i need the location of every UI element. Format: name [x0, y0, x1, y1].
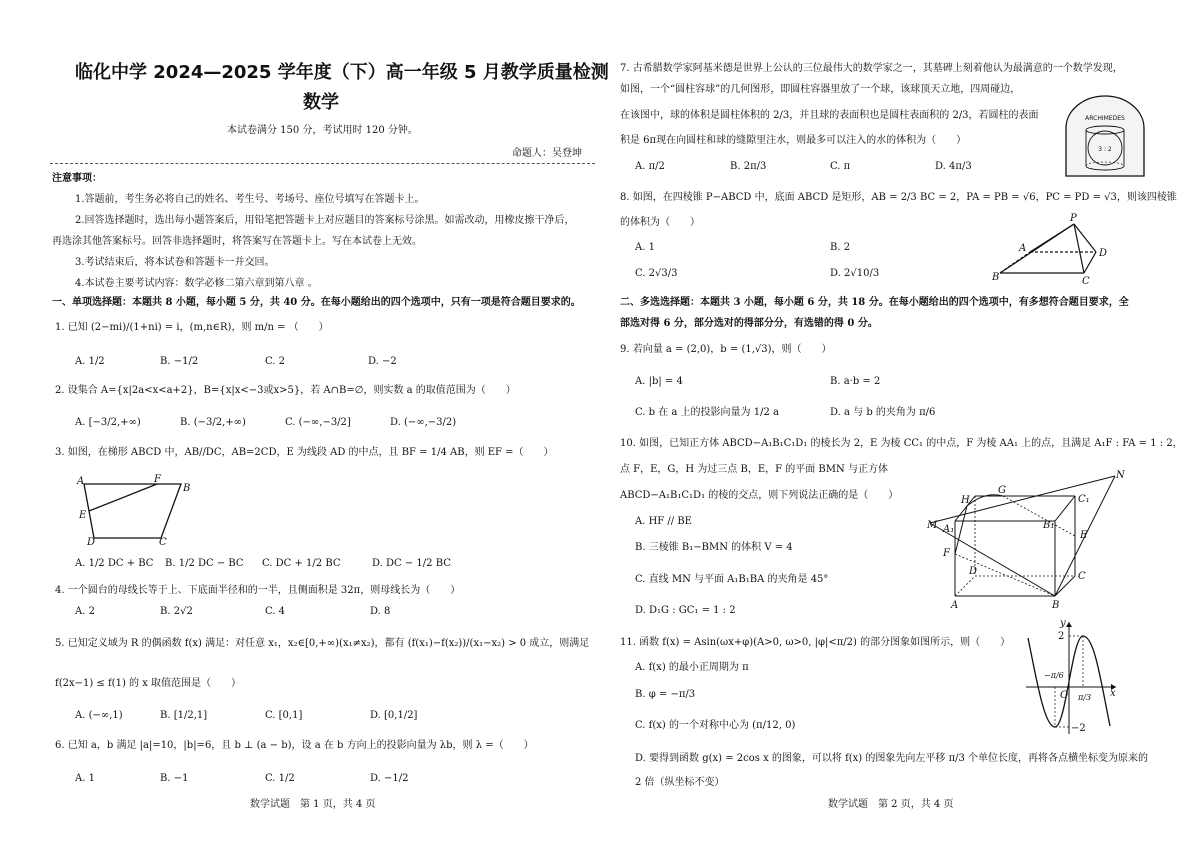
- q4-option-a: A. 2: [75, 606, 95, 617]
- label-m: M: [927, 520, 938, 531]
- tick-neg-pi-6: −π/6: [1044, 671, 1064, 680]
- q2-option-b: B. (−3/2,+∞): [180, 417, 246, 428]
- q7-line-2: 如图，一个“圆柱容球”的几何图形，即圆柱容器里放了一个球，该球顶天立地，四周碰边，: [620, 84, 1021, 95]
- q5-stem-cont: f(2x−1) ≤ f(1) 的 x 取值范围是（ ）: [55, 678, 242, 689]
- origin-label: O: [1060, 690, 1069, 701]
- label-c: C: [1078, 571, 1086, 582]
- q11-option-c: C. f(x) 的一个对称中心为 (π/12, 0): [635, 720, 796, 731]
- label-b1: B₁: [1043, 520, 1055, 531]
- q2-option-a: A. [−3/2,+∞): [75, 417, 141, 428]
- q3-option-b: B. 1/2 DC − BC: [165, 558, 244, 569]
- notice-2-cont: 再选涂其他答案标号。回答非选择题时，将答案写在答题卡上。写在本试卷上无效。: [52, 236, 422, 247]
- label-b: B: [183, 483, 191, 494]
- q10-line-3: ABCD−A₁B₁C₁D₁ 的棱的交点，则下列说法正确的是（ ）: [620, 490, 899, 501]
- q3-option-c: C. DC + 1/2 BC: [262, 558, 341, 569]
- label-f: F: [154, 474, 161, 485]
- label-h: H: [961, 495, 970, 506]
- q3-option-d: D. DC − 1/2 BC: [372, 558, 451, 569]
- tick-y-2: 2: [1058, 631, 1065, 642]
- q5-stem: 5. 已知定义域为 R 的偶函数 f(x) 满足：对任意 x₁，x₂∈[0,+∞)(x₁≠x₂)，都有 (f(x₁)−f(x₂))/(x₁−x₂) > 0 成立，则满足: [55, 638, 590, 649]
- q11-option-d: D. 要得到函数 g(x) = 2cos x 的图象，可以将 f(x) 的图象先向左平移 π/3 个单位长度，再将各点横坐标变为原来的: [635, 753, 1149, 764]
- q10-option-b: B. 三棱锥 B₁−BMN 的体积 V = 4: [635, 542, 793, 553]
- tick-pi-3: π/3: [1078, 693, 1092, 702]
- q11-option-d-cont: 2 倍（纵坐标不变）: [635, 777, 725, 788]
- q10-line-2: 点 F，E，G，H 为过三点 B，E，F 的平面 BMN 与正方体: [620, 464, 888, 475]
- q9-option-b: B. a·b = 2: [830, 376, 881, 387]
- label-b: B: [992, 272, 1000, 283]
- label-c: C: [1082, 276, 1090, 287]
- q1-option-d: D. −2: [368, 356, 397, 367]
- notice-2: 2.回答选择题时，选出每小题答案后，用铅笔把答题卡上对应题目的答案标号涂黑。如需改动，用橡皮擦干净后，: [75, 215, 575, 226]
- q4-option-d: D. 8: [370, 606, 391, 617]
- q4-option-b: B. 2√2: [160, 606, 193, 617]
- q6-option-b: B. −1: [160, 773, 189, 784]
- q8-option-d: D. 2√10/3: [830, 268, 880, 279]
- sine-graph-figure: [1020, 616, 1120, 740]
- q7-option-a: A. π/2: [635, 161, 665, 172]
- q11-option-b: B. φ = −π/3: [635, 689, 696, 700]
- q3-option-a: A. 1/2 DC + BC: [75, 558, 154, 569]
- author: 命题人：吴登坤: [512, 148, 582, 159]
- ratio-label: 3 : 2: [1098, 146, 1112, 153]
- page-footer: 数学试题 第 1 页，共 4 页: [250, 799, 376, 810]
- q1-option-b: B. −1/2: [160, 356, 199, 367]
- q6-option-d: D. −1/2: [370, 773, 409, 784]
- subject-title: 数学: [303, 92, 339, 113]
- q8-option-c: C. 2√3/3: [635, 268, 678, 279]
- q6-option-a: A. 1: [75, 773, 95, 784]
- axis-y-label: y: [1060, 618, 1066, 629]
- q4-option-c: C. 4: [265, 606, 286, 617]
- label-e: E: [79, 510, 87, 521]
- q7-line-4: 积是 6π现在向圆柱和球的缝隙里注水，则最多可以注入的水的体积为（ ）: [620, 135, 967, 146]
- q1-option-c: C. 2: [265, 356, 286, 367]
- label-a: A: [1019, 243, 1027, 254]
- label-a: A: [77, 476, 85, 487]
- q7-option-d: D. 4π/3: [935, 161, 972, 172]
- q7-option-b: B. 2π/3: [730, 161, 767, 172]
- axis-x-label: x: [1110, 688, 1116, 699]
- label-c: C: [159, 537, 167, 548]
- q10-option-c: C. 直线 MN 与平面 A₁B₁BA 的夹角是 45°: [635, 574, 829, 585]
- q2-option-c: C. (−∞,−3/2]: [285, 417, 351, 428]
- label-b: B: [1052, 600, 1060, 611]
- exam-info: 本试卷满分 150 分，考试用时 120 分钟。: [227, 125, 418, 136]
- section-2-header-cont: 部选对得 6 分，部分选对的得部分分，有选错的得 0 分。: [620, 318, 878, 329]
- q10-line-1: 10. 如图，已知正方体 ABCD−A₁B₁C₁D₁ 的棱长为 2，E 为棱 CC₁ 的中点，F 为棱 AA₁ 上的点，且满足 A₁F : FA = 1 : 2，: [620, 438, 1183, 449]
- q10-option-a: A. HF // BE: [635, 516, 692, 527]
- q8-line-2: 的体积为（ ）: [620, 217, 700, 228]
- label-d: D: [87, 537, 96, 548]
- q8-option-a: A. 1: [635, 242, 655, 253]
- q4-stem: 4. 一个圆台的母线长等于上、下底面半径和的一半，且侧面积是 32π，则母线长为（ ）: [55, 585, 461, 596]
- notice-4: 4.本试卷主要考试内容：数学必修二第六章到第八章 。: [75, 278, 318, 289]
- q6-stem: 6. 已知 a，b 满足 |a|=10，|b|=6，且 b ⊥ (a − b)，设 a 在 b 方向上的投影向量为 λb，则 λ =（ ）: [55, 740, 534, 751]
- archimedes-label: ARCHIMEDES: [1085, 115, 1125, 122]
- q5-option-d: D. [0,1/2]: [370, 710, 418, 721]
- label-p: P: [1070, 213, 1077, 224]
- q9-option-a: A. |b| = 4: [635, 376, 683, 387]
- section-2-header: 二、多选选择题：本题共 3 小题，每小题 6 分，共 18 分。在每小题给出的四个选项中，有多想符合题目要求，全: [620, 297, 1129, 308]
- label-d: D: [1099, 248, 1108, 259]
- q7-line-3: 在该图中，球的体积是圆柱体积的 2/3，并且球的表面积也是圆柱表面积的 2/3，若圆柱的表面: [620, 110, 1039, 121]
- divider: [50, 163, 595, 164]
- notice-3: 3.考试结束后，将本试卷和答题卡一并交回。: [75, 257, 275, 268]
- page-footer: 数学试题 第 2 页，共 4 页: [828, 799, 954, 810]
- label-c1: C₁: [1078, 494, 1090, 505]
- q5-option-a: A. (−∞,1): [75, 710, 123, 721]
- label-d: D: [969, 566, 978, 577]
- q9-option-d: D. a 与 b 的夹角为 π/6: [830, 407, 936, 418]
- q8-option-b: B. 2: [830, 242, 851, 253]
- q11-option-a: A. f(x) 的最小正周期为 π: [635, 662, 749, 673]
- q9-option-c: C. b 在 a 上的投影向量为 1/2 a: [635, 407, 779, 418]
- tick-y-neg-2: −2: [1071, 723, 1086, 734]
- notice-1: 1.答题前，考生务必将自己的姓名、考生号、考场号、座位号填写在答题卡上。: [75, 194, 425, 205]
- q5-option-b: B. [1/2,1]: [160, 710, 208, 721]
- label-e: E: [1080, 530, 1088, 541]
- section-1-header: 一、单项选择题：本题共 8 小题，每小题 5 分，共 40 分。在每小题给出的四个选项中，只有一项是符合题目要求的。: [52, 297, 581, 308]
- label-f: F: [943, 548, 950, 559]
- trapezoid-figure: [70, 470, 200, 548]
- q3-stem: 3. 如图，在梯形 ABCD 中，AB//DC，AB=2CD，E 为线段 AD 的中点，且 BF = 1/4 AB，则 EF =（ ）: [55, 447, 554, 458]
- label-g: G: [998, 485, 1006, 496]
- q8-line-1: 8. 如图，在四棱锥 P−ABCD 中，底面 ABCD 是矩形，AB = 2/3 BC = 2，PA = PB = √6，PC = PD = √3，则该四棱锥: [620, 192, 1177, 203]
- label-a1: A₁: [943, 524, 955, 535]
- q5-option-c: C. [0,1]: [265, 710, 303, 721]
- q7-option-c: C. π: [830, 161, 851, 172]
- q1-option-a: A. 1/2: [75, 356, 105, 367]
- q2-stem: 2. 设集合 A={x|2a<x<a+2}，B={x|x<−3或x>5}，若 A∩B=∅，则实数 a 的取值范围为（ ）: [55, 385, 516, 396]
- q10-option-d: D. D₁G : GC₁ = 1 : 2: [635, 605, 736, 616]
- pyramid-figure: [990, 210, 1120, 288]
- q11-stem: 11. 函数 f(x) = Asin(ωx+φ)(A>0, ω>0, |φ|<π/2) 的部分图象如图所示，则（ ）: [620, 637, 1011, 648]
- q7-line-1: 7. 古希腊数学家阿基米德是世界上公认的三位最伟大的数学家之一，其墓碑上刻着他认为最满意的一个数学发现，: [620, 63, 1123, 74]
- q1-stem: 1. 已知 (2−mi)/(1+ni) = i，(m,n∈R)，则 m/n = （ ）: [55, 322, 329, 333]
- q6-option-c: C. 1/2: [265, 773, 295, 784]
- q9-stem: 9. 若向量 a = (2,0)，b = (1,√3)，则（ ）: [620, 344, 832, 355]
- label-a: A: [951, 600, 959, 611]
- exam-page-2: [600, 0, 1200, 848]
- exam-title: 临化中学 2024—2025 学年度（下）高一年级 5 月教学质量检测: [75, 62, 609, 83]
- archimedes-tombstone-figure: [1062, 94, 1148, 178]
- cube-figure: [925, 466, 1125, 612]
- notice-title: 注意事项：: [52, 173, 102, 184]
- q2-option-d: D. (−∞,−3/2): [390, 417, 457, 428]
- label-n: N: [1116, 470, 1125, 481]
